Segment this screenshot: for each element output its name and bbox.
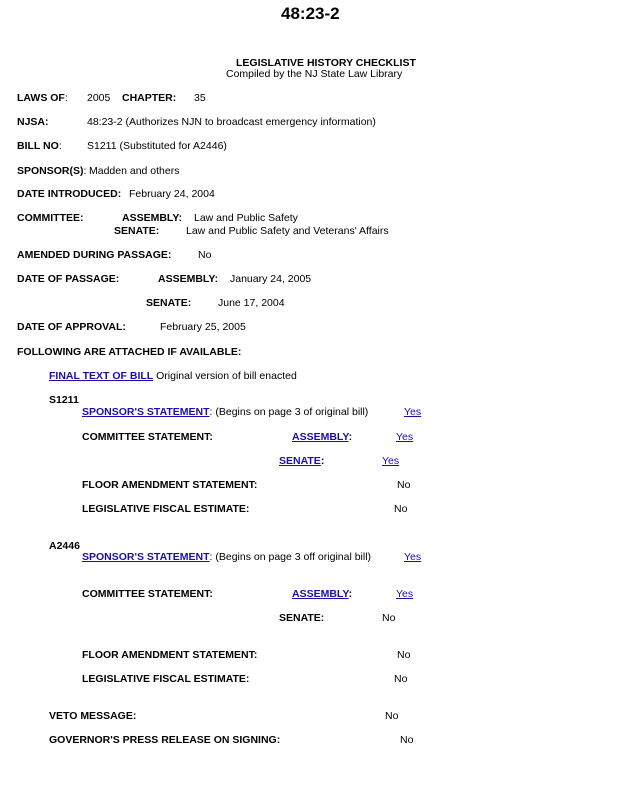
sponsors-value: Madden and others — [89, 165, 180, 177]
a2446-committee-label: COMMITTEE STATEMENT: — [82, 588, 213, 600]
date-introduced-value: February 24, 2004 — [129, 188, 215, 200]
chapter-value: 35 — [194, 92, 206, 104]
passage-assembly-label: ASSEMBLY: — [158, 273, 219, 285]
bill-no-row — [17, 140, 62, 153]
s1211-sponsor-row — [82, 406, 368, 419]
s1211-senate-row — [279, 455, 324, 468]
njsa-label: NJSA: — [17, 116, 49, 128]
s1211-sponsor-yes-link[interactable]: Yes — [404, 406, 422, 418]
a2446-assembly-row — [292, 588, 352, 601]
s1211-label: S1211 — [49, 394, 79, 406]
laws-of-colon: : — [64, 92, 68, 104]
bill-no-label: BILL NO — [17, 140, 59, 152]
date-of-approval-label: DATE OF APPROVAL: — [17, 321, 126, 333]
sponsors-label: SPONSOR(S) — [17, 165, 84, 177]
a2446-floor-value: No — [397, 649, 411, 661]
chapter-label: CHAPTER: — [122, 92, 177, 104]
attached-label: FOLLOWING ARE ATTACHED IF AVAILABLE: — [17, 346, 242, 358]
a2446-floor-label: FLOOR AMENDMENT STATEMENT: — [82, 649, 258, 661]
s1211-assembly-colon: : — [348, 431, 353, 443]
committee-assembly-value: Law and Public Safety — [194, 212, 298, 224]
njsa-value: 48:23-2 (Authorizes NJN to broadcast emergency information) — [87, 116, 376, 128]
a2446-sponsor-statement-link[interactable]: SPONSOR'S STATEMENT — [82, 551, 210, 563]
committee-senate-value: Law and Public Safety and Veterans' Affairs — [186, 225, 389, 237]
s1211-senate-yes-link[interactable]: Yes — [382, 455, 400, 467]
laws-of-row — [17, 92, 68, 105]
passage-senate-value: June 17, 2004 — [218, 297, 285, 309]
bill-no-value: S1211 (Substituted for A2446) — [87, 140, 227, 152]
a2446-senate-value: No — [382, 612, 396, 624]
date-of-passage-label: DATE OF PASSAGE: — [17, 273, 120, 285]
press-release-value: No — [400, 734, 414, 746]
final-text-row — [49, 370, 297, 383]
laws-of-label: LAWS OF — [17, 92, 65, 104]
committee-assembly-label: ASSEMBLY: — [122, 212, 183, 224]
committee-senate-label: SENATE: — [114, 225, 160, 237]
a2446-assembly-yes-link[interactable]: Yes — [396, 588, 414, 600]
veto-value: No — [385, 710, 399, 722]
a2446-assembly-link[interactable]: ASSEMBLY — [292, 588, 349, 600]
s1211-senate-colon: : — [320, 455, 325, 467]
s1211-committee-label: COMMITTEE STATEMENT: — [82, 431, 213, 443]
committee-label: COMMITTEE: — [17, 212, 84, 224]
compiled-by: Compiled by the NJ State Law Library — [226, 68, 403, 80]
a2446-fiscal-value: No — [394, 673, 408, 685]
s1211-sponsor-desc: : (Begins on page 3 of original bill) — [209, 406, 369, 418]
passage-senate-label: SENATE: — [146, 297, 192, 309]
laws-of-year: 2005 — [87, 92, 111, 104]
bill-no-colon: : — [58, 140, 62, 152]
final-text-desc: Original version of bill enacted — [153, 370, 297, 382]
a2446-senate-label: SENATE: — [279, 612, 325, 624]
a2446-assembly-colon: : — [348, 588, 353, 600]
a2446-sponsor-desc: : (Begins on page 3 off original bill) — [209, 551, 372, 563]
s1211-floor-label: FLOOR AMENDMENT STATEMENT: — [82, 479, 258, 491]
amended-value: No — [198, 249, 212, 261]
press-release-label: GOVERNOR'S PRESS RELEASE ON SIGNING: — [49, 734, 281, 746]
a2446-fiscal-label: LEGISLATIVE FISCAL ESTIMATE: — [82, 673, 250, 685]
date-of-approval-value: February 25, 2005 — [160, 321, 246, 333]
sponsors-colon: : — [83, 165, 87, 177]
passage-assembly-value: January 24, 2005 — [230, 273, 312, 285]
date-introduced-label: DATE INTRODUCED: — [17, 188, 122, 200]
s1211-fiscal-value: No — [394, 503, 408, 515]
a2446-label: A2446 — [49, 540, 80, 552]
s1211-floor-value: No — [397, 479, 411, 491]
final-text-link[interactable]: FINAL TEXT OF BILL — [49, 370, 154, 382]
page-subtitle: LEGISLATIVE HISTORY CHECKLIST — [236, 57, 416, 69]
s1211-assembly-yes-link[interactable]: Yes — [396, 431, 414, 443]
s1211-sponsor-statement-link[interactable]: SPONSOR'S STATEMENT — [82, 406, 210, 418]
s1211-assembly-row — [292, 431, 352, 444]
s1211-senate-link[interactable]: SENATE — [279, 455, 321, 467]
amended-label: AMENDED DURING PASSAGE: — [17, 249, 172, 261]
page-title: 48:23-2 — [281, 4, 340, 23]
s1211-assembly-link[interactable]: ASSEMBLY — [292, 431, 349, 443]
s1211-fiscal-label: LEGISLATIVE FISCAL ESTIMATE: — [82, 503, 250, 515]
a2446-sponsor-row — [82, 551, 371, 564]
veto-label: VETO MESSAGE: — [49, 710, 137, 722]
sponsors-row — [17, 165, 86, 178]
a2446-sponsor-yes-link[interactable]: Yes — [404, 551, 422, 563]
